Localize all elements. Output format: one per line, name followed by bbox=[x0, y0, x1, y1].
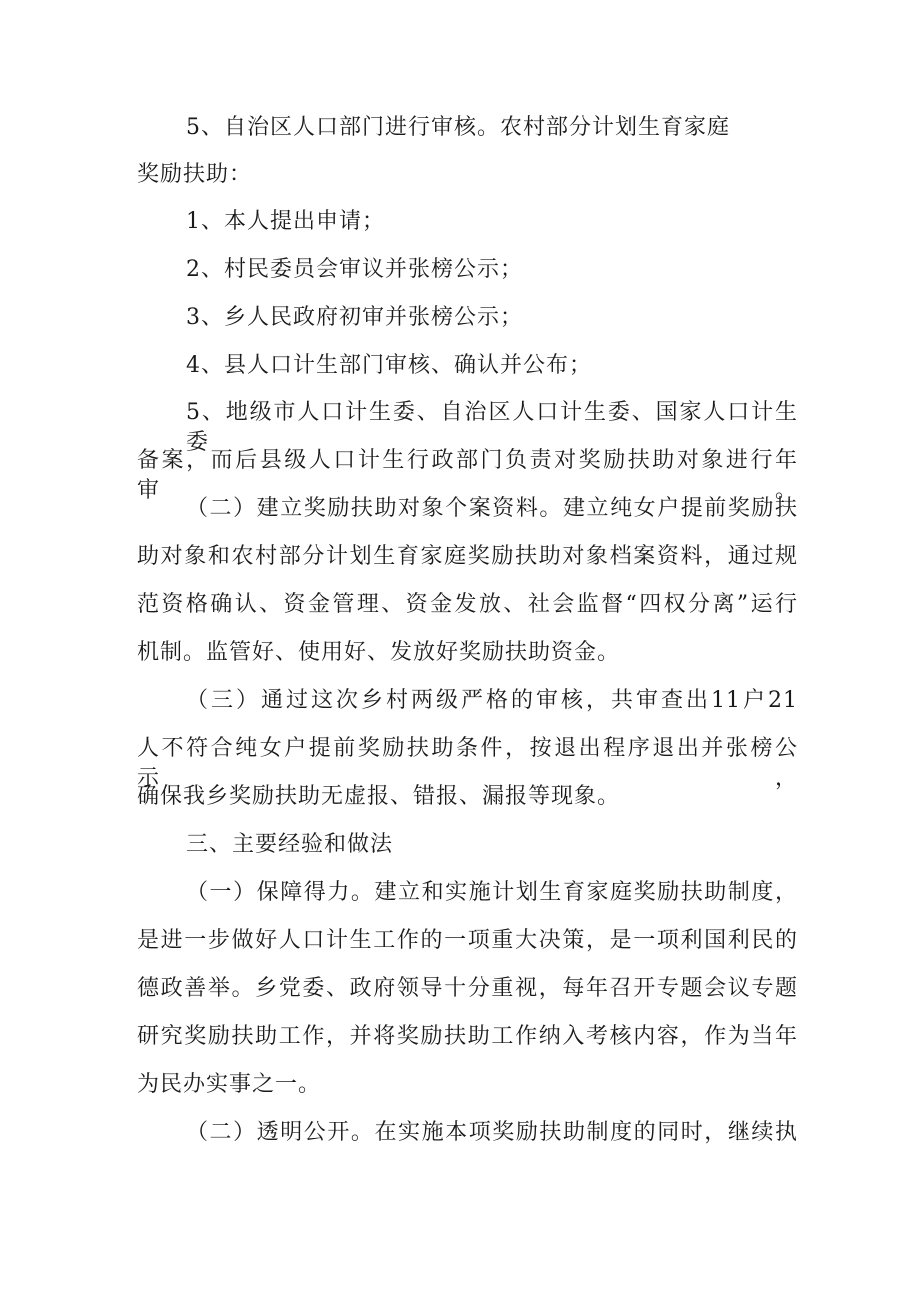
text-line: 研究奖励扶助工作，并将奖励扶助工作纳入考核内容，作为当年 bbox=[137, 1024, 798, 1049]
text-line: （二）建立奖励扶助对象个案资料。建立纯女户提前奖励扶 bbox=[186, 496, 798, 521]
text-line: 3、乡人民政府初审并张榜公示； bbox=[186, 305, 523, 330]
text-line: 备案，而后县级人口计生行政部门负责对奖励扶助对象进行年审。 bbox=[137, 448, 798, 503]
text-line: 机制。监管好、使用好、发放好奖励扶助资金。 bbox=[137, 640, 621, 665]
text-line: 确保我乡奖励扶助无虚报、错报、漏报等现象。 bbox=[137, 784, 621, 809]
text-line: 助对象和农村部分计划生育家庭奖励扶助对象档案资料，通过规 bbox=[137, 544, 798, 569]
text-line: 2、村民委员会审议并张榜公示； bbox=[186, 257, 523, 282]
text-line: 奖励扶助： bbox=[137, 162, 253, 187]
text-line: 5、自治区人口部门进行审核。农村部分计划生育家庭 bbox=[186, 115, 730, 140]
section-heading: 三、主要经验和做法 bbox=[186, 832, 394, 857]
text-line: 德政善举。乡党委、政府领导十分重视，每年召开专题会议专题 bbox=[137, 976, 798, 1001]
text-line: 是进一步做好人口计生工作的一项重大决策，是一项利国利民的 bbox=[137, 928, 798, 953]
text-line: （二）透明公开。在实施本项奖励扶助制度的同时，继续执 bbox=[186, 1120, 798, 1145]
text-line: （三）通过这次乡村两级严格的审核，共审查出11户21 bbox=[186, 688, 798, 713]
text-line: （一）保障得力。建立和实施计划生育家庭奖励扶助制度， bbox=[186, 880, 798, 905]
text-line: 范资格确认、资金管理、资金发放、社会监督“四权分离”运行 bbox=[137, 592, 798, 617]
text-line: 4、县人口计生部门审核、确认并公布； bbox=[186, 353, 592, 378]
text-line: 5、地级市人口计生委、自治区人口计生委、国家人口计生委 bbox=[186, 400, 798, 455]
text-line: 为民办实事之一。 bbox=[137, 1072, 322, 1097]
text-line: 人不符合纯女户提前奖励扶助条件，按退出程序退出并张榜公示， bbox=[137, 736, 798, 791]
text-line: 1、本人提出申请； bbox=[186, 209, 385, 234]
